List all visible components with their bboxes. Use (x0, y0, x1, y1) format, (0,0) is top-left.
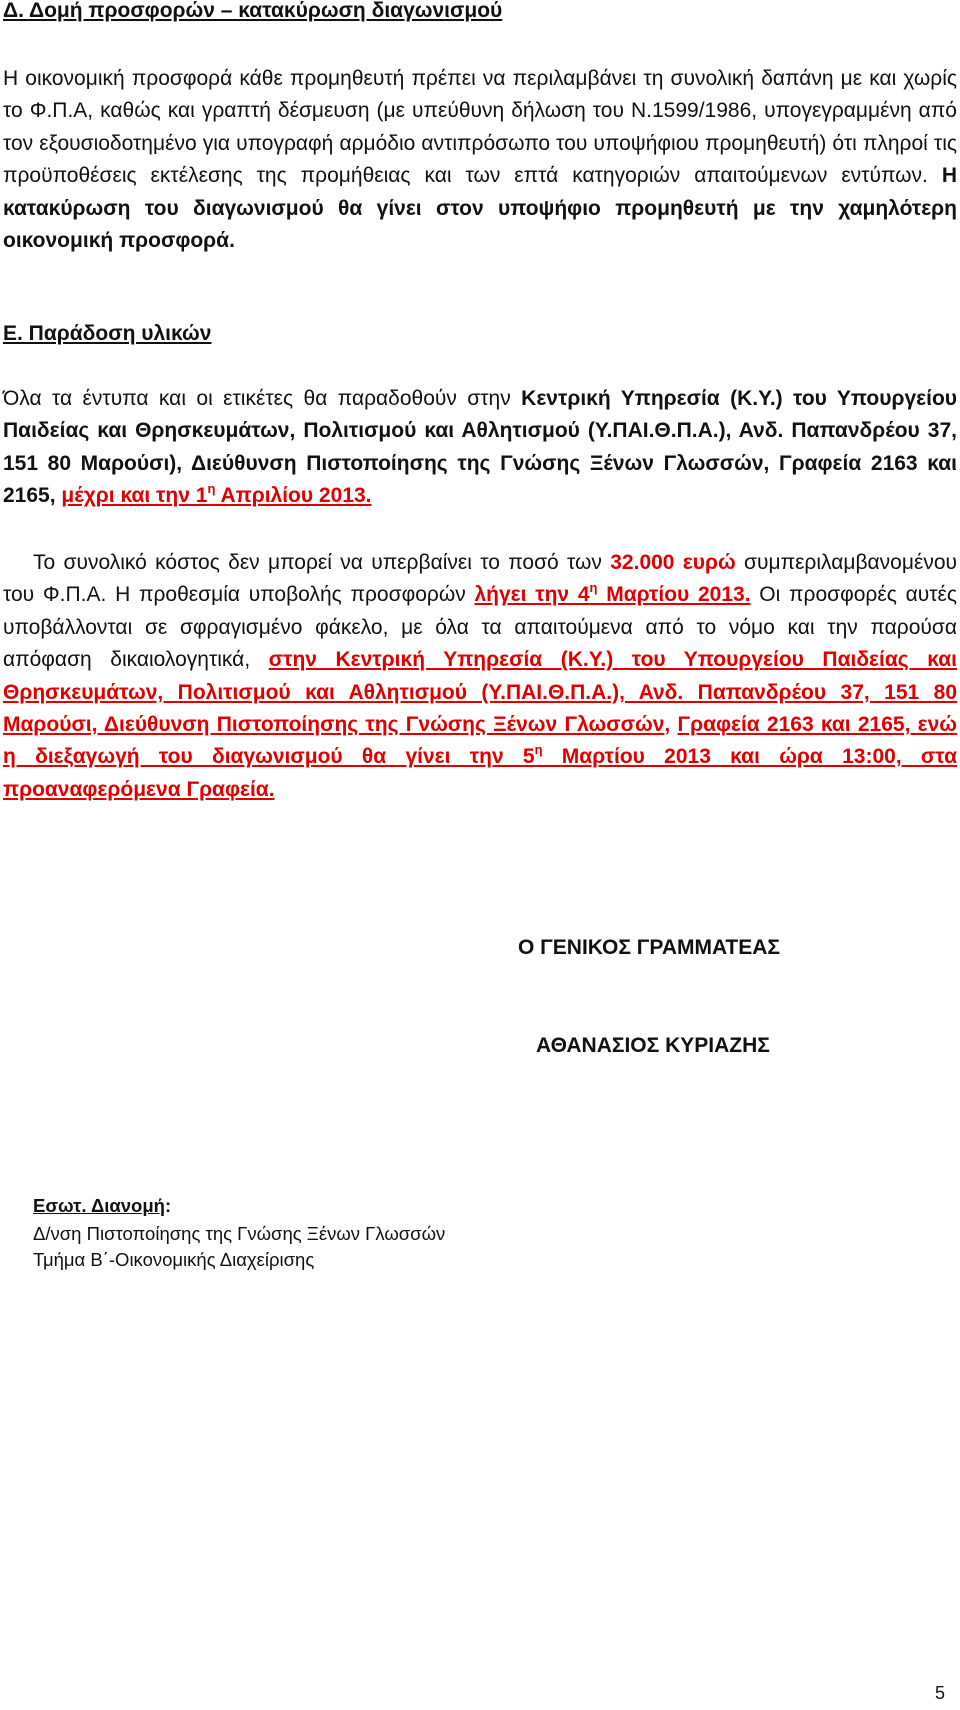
cost-amount: 32.000 ευρώ (610, 551, 736, 574)
submission-place: στην Κεντρική Υπηρεσία (Κ.Υ.) του Υπουργείου Παιδείας και Θρησκευμάτων, Πολιτισμού και Αθλητισμού (Υ.ΠΑΙ.Θ.Π.Α.), Ανδ. Παπανδρέου 37, 151 80 Μαρούσι, Διεύθυνση Πιστοποίησης της Γνώσης Ξένων Γλωσσών (3, 648, 957, 737)
cost-vat: συμπεριλαμβανομένου του Φ.Π.Α. Η προθεσμία υποβολής προσφορών (3, 551, 957, 607)
signature-role: Ο ΓΕΝΙΚΟΣ ΓΡΑΜΜΑΤΕΑΣ (518, 936, 781, 959)
distribution-heading: Εσωτ. Διανομή: (33, 1195, 172, 1216)
section-e-title: Ε. Παράδοση υλικών (3, 322, 212, 345)
page-number: 5 (935, 1683, 946, 1703)
distribution-item: Τμήμα Β΄-Οικονομικής Διαχείρισης (33, 1249, 315, 1270)
submission-text: Οι προσφορές αυτές υποβάλλονται σε σφραγισμένο φάκελο, με όλα τα απαιτούμενα από το νόμο και την παρούσα απόφαση δικαιολογητικά, (3, 583, 957, 672)
submission-comma: , (664, 713, 678, 737)
signature-name: ΑΘΑΝΑΣΙΟΣ ΚΥΡΙΑΖΗΣ (536, 1034, 770, 1057)
delivery-deadline: μέχρι και την $1^\eta$ Απριλίου 2013. (61, 481, 372, 508)
submission-deadline: λήγει την $4^\eta$ Μαρτίου 2013. (474, 580, 751, 607)
section-d-paragraph (3, 63, 957, 257)
distribution-label: Εσωτ. Διανομή (33, 1195, 165, 1216)
section-d-text: Η οικονομική προσφορά κάθε προμηθευτή πρέπει να περιλαμβάνει τη συνολική δαπάνη με και χωρίς το Φ.Π.Α, καθώς και γραπτή δέσμευση (με υπεύθυνη δήλωση του Ν.1599/1986, υπογεγραμμένη από τον εξουσιοδοτημένο για υπογραφή αρμόδιο αντιπρόσωπο του υποψήφιου προμηθευτή) ότι πληροί τις προϋποθέσεις εκτέλεσης της προμήθειας και των επτά κατηγοριών απαιτούμενων εντύπων. (3, 67, 957, 188)
section-d-title: Δ. Δομή προσφορών – κατακύρωση διαγωνισμού (3, 0, 503, 22)
tender-date-text: Γραφεία 2163 και 2165, ενώ η διεξαγωγή του διαγωνισμού θα γίνει την $5^\eta$ Μαρτίου 2013 και ώρα 13:00, στα προαναφερόμενα Γραφεία. (3, 713, 958, 801)
distribution-item: Δ/νση Πιστοποίησης της Γνώσης Ξένων Γλωσσών (33, 1223, 446, 1244)
section-d-award-text: Η κατακύρωση του διαγωνισμού θα γίνει στον υποψήφιο προμηθευτή με την χαμηλότερη οικονομική προσφορά. (3, 164, 957, 253)
cost-intro: Το συνολικό κόστος δεν μπορεί να υπερβαίνει το ποσό των (33, 551, 611, 574)
delivery-intro: Όλα τα έντυπα και οι ετικέτες θα παραδοθούν στην (3, 387, 522, 410)
delivery-paragraph (3, 383, 957, 513)
cost-paragraph (3, 547, 957, 806)
delivery-address: Κεντρική Υπηρεσία (Κ.Υ.) του Υπουργείου Παιδείας και Θρησκευμάτων, Πολιτισμού και Αθλητισμού (Υ.ΠΑΙ.Θ.Π.Α.), Ανδ. Παπανδρέου 37, 151 80 Μαρούσι), Διεύθυνση Πιστοποίησης της Γνώσης Ξένων Γλωσσών, Γραφεία 2163 και 2165, (3, 387, 958, 508)
